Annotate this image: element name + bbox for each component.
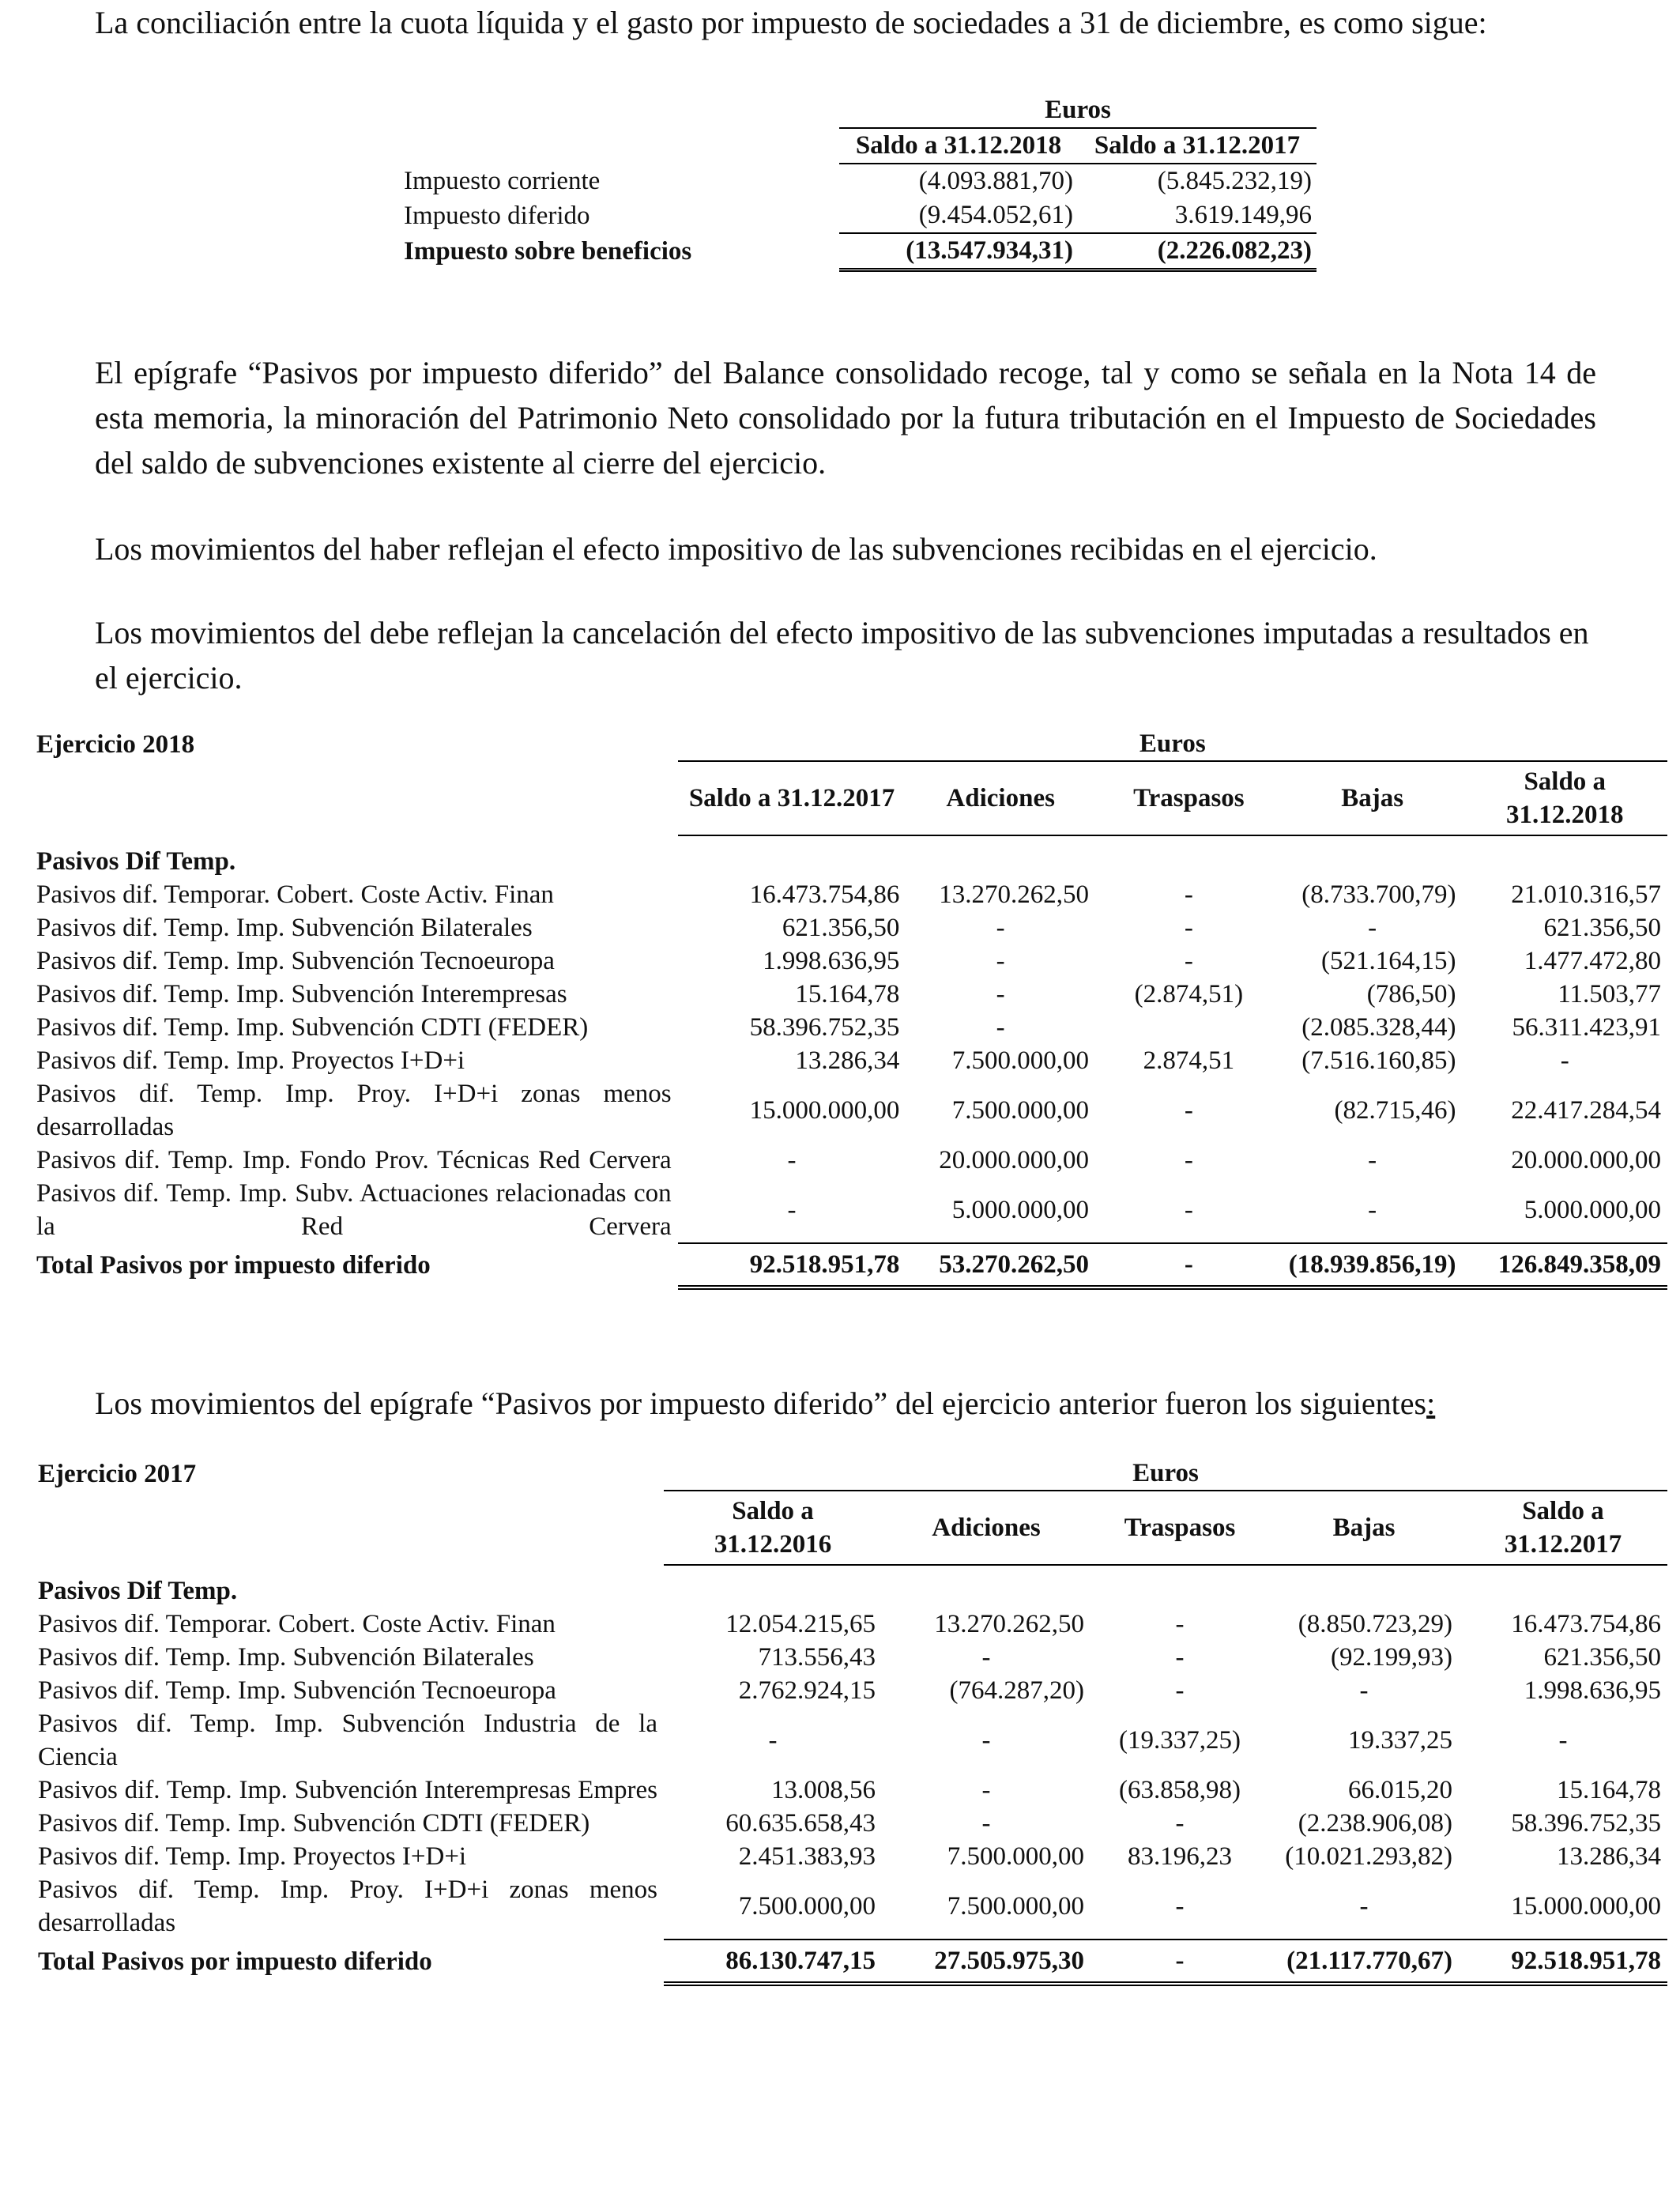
cell-value: 53.270.262,50 — [906, 1243, 1095, 1287]
column-header: Saldo a 31.12.2018 — [1463, 761, 1667, 835]
cell-value: (521.164,15) — [1321, 947, 1456, 975]
cell-value: - — [1184, 914, 1193, 942]
cell-value — [1095, 1011, 1283, 1044]
cell-value: - — [768, 1726, 778, 1755]
table-title: Ejercicio 2017 — [38, 1459, 197, 1488]
cell-value: - — [1368, 1195, 1377, 1224]
cell-value: 56.311.423,91 — [1512, 1013, 1661, 1042]
row-label: Impuesto diferido — [404, 201, 590, 230]
table-row — [30, 1144, 1667, 1177]
cell-value: 15.000.000,00 — [749, 1096, 900, 1125]
row-label: Pasivos dif. Temp. Imp. Subvención Tecnoeuropa — [36, 947, 555, 975]
cell-value: - — [981, 1809, 991, 1838]
row-label: Pasivos dif. Temporar. Cobert. Coste Activ. Finan — [38, 1610, 556, 1638]
table-row — [30, 878, 1667, 911]
table-row — [30, 978, 1667, 1011]
cell-value: 92.518.951,78 — [678, 1243, 906, 1287]
table-row — [32, 1807, 1667, 1840]
cell-value: 86.130.747,15 — [664, 1940, 882, 1984]
paragraph-ejercicio-anterior — [95, 1381, 1596, 1426]
cell-value: - — [1184, 947, 1193, 975]
cell-value: - — [1175, 1610, 1185, 1638]
cell-value: 20.000.000,00 — [939, 1146, 1089, 1174]
row-label: Pasivos dif. Temp. Imp. Subvención CDTI (FEDER) — [38, 1809, 590, 1838]
table-row — [30, 944, 1667, 978]
paragraph-colon: : — [1426, 1385, 1436, 1421]
table-row — [30, 1177, 1667, 1243]
cell-value: 126.849.358,09 — [1463, 1243, 1667, 1287]
cell-value: 13.270.262,50 — [939, 880, 1089, 909]
currency-header: Euros — [839, 93, 1317, 128]
paragraph-text: Los movimientos del epígrafe “Pasivos por impuesto diferido” del ejercicio anterior fueron los siguientes — [95, 1385, 1427, 1421]
cell-value: 5.000.000,00 — [951, 1195, 1089, 1224]
cell-value: - — [996, 1013, 1005, 1042]
cell-value: 713.556,43 — [758, 1643, 876, 1672]
intro-paragraph: La conciliación entre la cuota líquida y el gasto por impuesto de sociedades a 31 de diciembre, es como sigue: — [95, 5, 1487, 40]
row-label: Impuesto sobre beneficios — [404, 236, 692, 266]
column-header: Saldo a 31.12.2017 — [1078, 128, 1317, 164]
row-label: Pasivos dif. Temp. Imp. Fondo Prov. Técnicas Red Cervera — [36, 1146, 672, 1174]
cell-value: - — [996, 947, 1005, 975]
cell-value: (8.850.723,29) — [1298, 1610, 1452, 1638]
row-label: Pasivos dif. Temporar. Cobert. Coste Activ. Finan — [36, 880, 554, 909]
cell-value: - — [1175, 1809, 1185, 1838]
row-label: Pasivos dif. Temp. Imp. Subvención Interempresas — [36, 980, 567, 1008]
column-header: Saldo a 31.12.2018 — [839, 128, 1078, 164]
row-label: Impuesto corriente — [404, 166, 601, 195]
cell-value: 20.000.000,00 — [1511, 1146, 1661, 1174]
cell-value: 621.356,50 — [782, 914, 900, 942]
table-row — [32, 1840, 1667, 1873]
cell-value: 7.500.000,00 — [947, 1891, 1084, 1921]
cell-value: (63.858,98) — [1119, 1776, 1241, 1804]
cell-value: 7.500.000,00 — [738, 1891, 876, 1921]
cell-value: 1.998.636,95 — [763, 947, 900, 975]
column-header: Bajas — [1283, 761, 1463, 835]
cell-value: 2.451.383,93 — [738, 1842, 876, 1871]
cell-value: (2.226.082,23) — [1078, 233, 1317, 270]
cell-value: 13.286,34 — [795, 1046, 900, 1075]
row-label: Pasivos dif. Temp. Imp. Subvención CDTI (FEDER) — [36, 1013, 589, 1042]
currency-header: Euros — [664, 1457, 1667, 1491]
cell-value: (13.547.934,31) — [839, 233, 1078, 270]
paragraph-haber: Los movimientos del haber reflejan el efecto impositivo de las subvenciones recibidas en el ejercicio. — [95, 531, 1377, 567]
cell-value: - — [1095, 1243, 1283, 1287]
cell-value: (92.199,93) — [1331, 1643, 1452, 1672]
paragraph-debe: Los movimientos del debe reflejan la cancelación del efecto impositivo de las subvenciones imputadas a resultados en el ejercicio. — [95, 615, 1589, 696]
table-row — [32, 1608, 1667, 1641]
cell-value: 16.473.754,86 — [749, 880, 900, 909]
row-label: Pasivos dif. Temp. Imp. Subvención Industria de la Ciencia — [38, 1710, 657, 1771]
cell-value: - — [1368, 1146, 1377, 1174]
cell-value: 15.164,78 — [1557, 1776, 1661, 1804]
cell-value: 621.356,50 — [1543, 1643, 1661, 1672]
cell-value: - — [981, 1726, 991, 1755]
cell-value: 92.518.951,78 — [1459, 1940, 1667, 1984]
cell-value: - — [1359, 1891, 1369, 1921]
cell-value: (4.093.881,70) — [918, 167, 1073, 195]
table-row — [30, 1077, 1667, 1144]
cell-value: (19.337,25) — [1119, 1726, 1241, 1755]
row-label: Pasivos dif. Temp. Imp. Subvención Tecnoeuropa — [38, 1676, 556, 1705]
cell-value: - — [996, 914, 1005, 942]
row-label: Pasivos dif. Temp. Imp. Proy. I+D+i zonas menos desarrolladas — [36, 1080, 672, 1141]
cell-value: (2.085.328,44) — [1301, 1013, 1456, 1042]
table-row — [399, 198, 1317, 233]
row-label: Total Pasivos por impuesto diferido — [36, 1251, 431, 1280]
cell-value: - — [981, 1776, 991, 1804]
table-row — [30, 1011, 1667, 1044]
cell-value: - — [1359, 1676, 1369, 1705]
cell-value: 11.503,77 — [1558, 980, 1661, 1008]
cell-value: 12.054.215,65 — [725, 1610, 876, 1638]
cell-value: - — [1560, 1046, 1569, 1075]
table-row — [32, 1774, 1667, 1807]
cell-value: (786,50) — [1366, 980, 1456, 1008]
row-label: Total Pasivos por impuesto diferido — [38, 1947, 432, 1976]
table-row — [30, 911, 1667, 944]
cell-value: - — [996, 980, 1005, 1008]
cell-value: 22.417.284,54 — [1511, 1096, 1661, 1125]
total-row — [30, 1243, 1667, 1287]
cell-value: 3.619.149,96 — [1078, 198, 1317, 233]
column-header: Bajas — [1269, 1491, 1459, 1565]
row-label: Pasivos dif. Temp. Imp. Proyectos I+D+i — [38, 1842, 467, 1871]
table-ejercicio-2018 — [30, 727, 1667, 1290]
table-row — [30, 1044, 1667, 1077]
cell-value: 60.635.658,43 — [725, 1809, 876, 1838]
cell-value: - — [1368, 914, 1377, 942]
cell-value: - — [981, 1643, 991, 1672]
cell-value: 83.196,23 — [1128, 1842, 1232, 1871]
cell-value: 1.477.472,80 — [1524, 947, 1661, 975]
column-header: Traspasos — [1090, 1491, 1269, 1565]
cell-value: 16.473.754,86 — [1511, 1610, 1661, 1638]
column-header: Saldo a 31.12.2016 — [664, 1491, 882, 1565]
cell-value: 13.286,34 — [1557, 1842, 1661, 1871]
total-row — [399, 233, 1317, 270]
section-label: Pasivos Dif Temp. — [36, 847, 236, 876]
currency-header: Euros — [678, 727, 1667, 761]
table-row — [32, 1707, 1667, 1774]
cell-value: 7.500.000,00 — [951, 1096, 1089, 1125]
cell-value: - — [787, 1195, 797, 1224]
row-label: Pasivos dif. Temp. Imp. Subvención Interempresas Empres — [38, 1776, 657, 1804]
cell-value: - — [1175, 1891, 1185, 1921]
row-label: Pasivos dif. Temp. Imp. Proyectos I+D+i — [36, 1046, 465, 1075]
cell-value: (764.287,20) — [949, 1676, 1084, 1705]
cell-value: 13.270.262,50 — [934, 1610, 1084, 1638]
column-header: Adiciones — [906, 761, 1095, 835]
cell-value: (82.715,46) — [1334, 1096, 1456, 1125]
table-row — [32, 1873, 1667, 1940]
row-label: Pasivos dif. Temp. Imp. Subvención Bilaterales — [38, 1643, 534, 1672]
row-label: Pasivos dif. Temp. Imp. Subv. Actuaciones relacionadas con la Red Cervera — [36, 1179, 672, 1241]
cell-value: 15.164,78 — [795, 980, 900, 1008]
cell-value: 27.505.975,30 — [882, 1940, 1090, 1984]
column-header: Saldo a 31.12.2017 — [1459, 1491, 1667, 1565]
row-label: Pasivos dif. Temp. Imp. Proy. I+D+i zonas menos desarrolladas — [38, 1875, 657, 1937]
cell-value: (2.238.906,08) — [1298, 1809, 1452, 1838]
cell-value: - — [1184, 1195, 1193, 1224]
cell-value: - — [1175, 1676, 1185, 1705]
paragraph-pasivos: El epígrafe “Pasivos por impuesto diferido” del Balance consolidado recoge, tal y como se señala en la Nota 14 de esta memoria, la minoración del Patrimonio Neto consolidado por la futura tributación en el Impuesto de Sociedades del saldo de subvenciones existente al cierre del ejercicio. — [95, 355, 1596, 481]
column-header: Saldo a 31.12.2017 — [678, 761, 906, 835]
cell-value: (7.516.160,85) — [1301, 1046, 1456, 1075]
cell-value: (2.874,51) — [1134, 980, 1244, 1008]
cell-value: (21.117.770,67) — [1269, 1940, 1459, 1984]
table-row — [399, 164, 1317, 198]
cell-value: 1.998.636,95 — [1524, 1676, 1661, 1705]
cell-value: (10.021.293,82) — [1285, 1842, 1452, 1871]
cell-value: (5.845.232,19) — [1157, 167, 1312, 195]
cell-value: 2.762.924,15 — [738, 1676, 876, 1705]
cell-value: 7.500.000,00 — [951, 1046, 1089, 1075]
cell-value: 19.337,25 — [1348, 1726, 1452, 1755]
cell-value: - — [1558, 1726, 1568, 1755]
cell-value: 7.500.000,00 — [947, 1842, 1084, 1871]
cell-value: 58.396.752,35 — [749, 1013, 900, 1042]
total-row — [32, 1940, 1667, 1984]
cell-value: - — [1090, 1940, 1269, 1984]
section-label: Pasivos Dif Temp. — [38, 1577, 238, 1605]
reconciliation-table — [399, 93, 1317, 272]
cell-value: - — [1184, 1146, 1193, 1174]
cell-value: (8.733.700,79) — [1301, 880, 1456, 909]
cell-value: 13.008,56 — [771, 1776, 876, 1804]
cell-value: 5.000.000,00 — [1524, 1195, 1661, 1224]
table-ejercicio-2017 — [32, 1457, 1667, 1986]
cell-value: - — [1184, 1096, 1193, 1125]
cell-value: 66.015,20 — [1348, 1776, 1452, 1804]
row-label: Pasivos dif. Temp. Imp. Subvención Bilaterales — [36, 914, 533, 942]
cell-value: (9.454.052,61) — [839, 198, 1078, 233]
cell-value: 2.874,51 — [1143, 1046, 1235, 1075]
cell-value: - — [1184, 880, 1193, 909]
cell-value: 15.000.000,00 — [1511, 1891, 1661, 1921]
cell-value: 621.356,50 — [1543, 914, 1661, 942]
cell-value: (18.939.856,19) — [1283, 1243, 1463, 1287]
cell-value: - — [787, 1146, 797, 1174]
cell-value: 21.010.316,57 — [1511, 880, 1661, 909]
table-title: Ejercicio 2018 — [36, 729, 195, 759]
cell-value: 58.396.752,35 — [1511, 1809, 1661, 1838]
table-row — [32, 1674, 1667, 1707]
column-header: Adiciones — [882, 1491, 1090, 1565]
cell-value: - — [1175, 1643, 1185, 1672]
table-row — [32, 1641, 1667, 1674]
column-header: Traspasos — [1095, 761, 1283, 835]
